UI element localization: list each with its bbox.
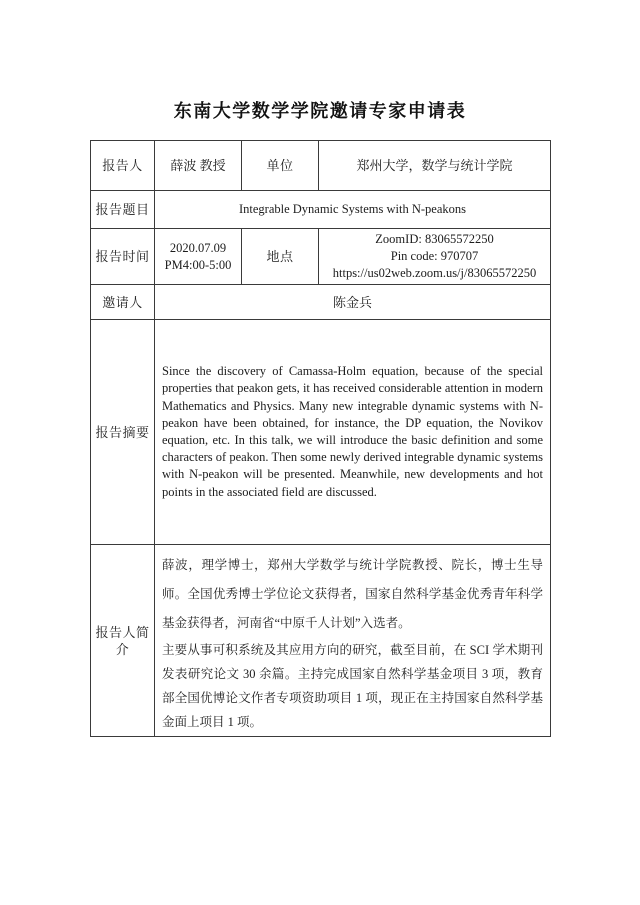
bio-paragraph-2: 主要从事可积系统及其应用方向的研究，截至目前，在 SCI 学术期刊发表研究论文 30 余篇。主持完成国家自然科学基金项目 3 项，教育部全国优博论文作者专项资助项目 1 项，现正在主持国家自然科学基金面上项目 1 项。	[162, 643, 543, 729]
time-date: 2020.07.09	[169, 240, 227, 255]
time-hours: PM4:00-5:00	[164, 257, 232, 272]
table-row-speaker	[91, 141, 551, 191]
zoom-id: ZoomID: 83065572250	[375, 232, 494, 246]
inviter-label: 邀请人	[91, 285, 155, 320]
application-form-table	[90, 140, 551, 737]
bio-text	[155, 545, 551, 737]
unit-label: 单位	[242, 141, 319, 191]
talk-title-label: 报告题目	[91, 191, 155, 229]
table-row-talk-title	[91, 191, 551, 229]
time-value	[155, 229, 242, 285]
zoom-pin-code: Pin code: 970707	[390, 249, 479, 263]
table-row-inviter	[91, 285, 551, 320]
abstract-text: Since the discovery of Camassa-Holm equation, because of the special properties that peakon gets, it has received considerable attention in modern Mathematics and Physics. Many new integrable dynamic systems with N-peakon have been obtained, for instance, the DP equation, the Novikov equation, etc. In this talk, we will introduce the basic definition and some characters of peakon. Then some newly derived integrable dynamic systems with N-peakon will be presented. Meanwhile, new developments and hot points in the associated field are discussed.	[155, 320, 551, 545]
inviter-value: 陈金兵	[155, 285, 551, 320]
bio-label: 报告人简介	[91, 545, 155, 737]
table-row-time-place	[91, 229, 551, 285]
unit-value: 郑州大学，数学与统计学院	[319, 141, 551, 191]
place-value	[319, 229, 551, 285]
zoom-url: https://us02web.zoom.us/j/83065572250	[332, 266, 537, 280]
time-label: 报告时间	[91, 229, 155, 285]
table-row-bio	[91, 545, 551, 737]
table-row-abstract	[91, 320, 551, 545]
place-label: 地点	[242, 229, 319, 285]
speaker-label: 报告人	[91, 141, 155, 191]
abstract-label: 报告摘要	[91, 320, 155, 545]
talk-title-value: Integrable Dynamic Systems with N-peakons	[155, 191, 551, 229]
bio-paragraph-1: 薛波，理学博士，郑州大学数学与统计学院教授、院长，博士生导师。全国优秀博士学位论文获得者，国家自然科学基金优秀青年科学基金获得者，河南省“中原千人计划”入选者。	[162, 558, 543, 630]
speaker-value: 薛波 教授	[155, 141, 242, 191]
page-title: 东南大学数学学院邀请专家申请表	[173, 101, 467, 121]
